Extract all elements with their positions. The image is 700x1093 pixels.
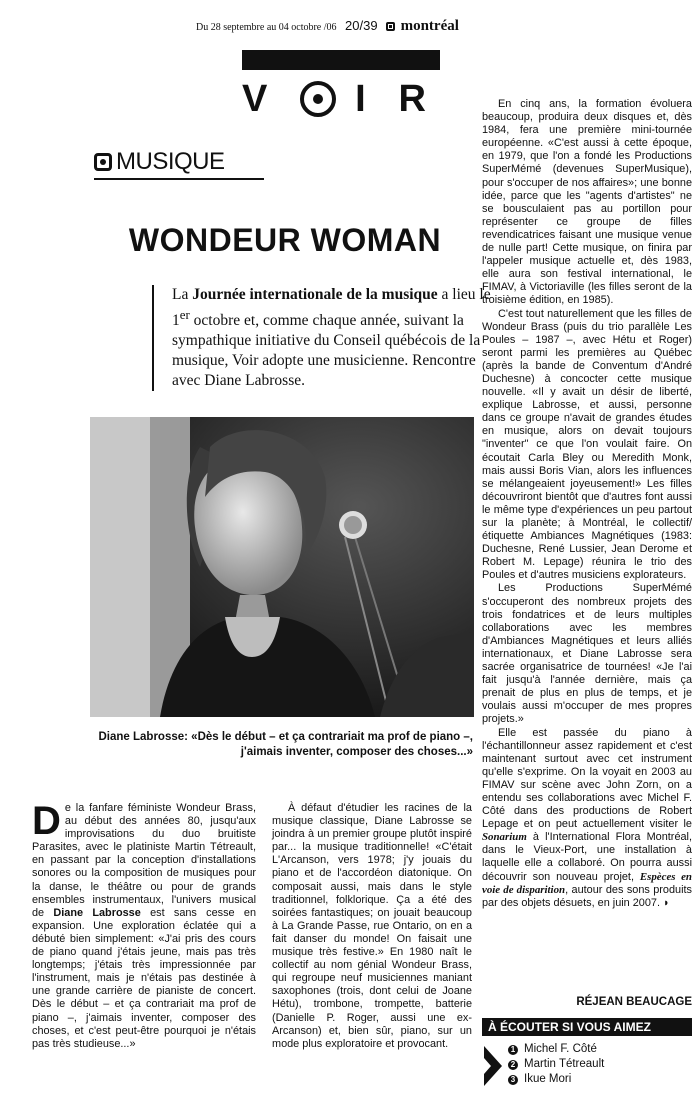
portrait-illustration — [90, 417, 474, 717]
article-column-1: De la fanfare féministe Wondeur Brass, au début des années 80, jusqu'aux improvisations du duo bruitiste Parasites, avec le platiniste Martin Tétreault, en passant par la conception d'installations sonores ou la composition de musiques pour la danse, le théâtre ou pour de grands ensembles instrumentaux, l'univers musical de Diane Labrosse est sans cesse en expansion. Une exploration éclatée qui a débuté bien simplement: «J'ai pris des cours de piano quand j'étais jeune, mais pas très longtemps; j'étais très impressionnée par l'instrument, mais je n'étais pas destinée à une grande carrière de pianiste de concert. Dès le début – et ça contrariait ma prof de piano –, j'aimais inventer, composer des choses, et c'est peut-être pourquoi je n'étais pas très studieuse...» — [32, 799, 257, 1050]
issue-dates: Du 28 septembre au 04 octobre /06 — [196, 22, 337, 33]
author-byline: RÉJEAN BEAUCAGE — [576, 996, 692, 1008]
article-column-3 — [482, 98, 692, 910]
col3-paragraph-4: Elle est passée du piano à l'échantillonneur assez rapidement et c'est maintenant surtout avec cet instrument qu'elle s'exprime. On la voyait en 2003 au FIMAV sur scène avec John Zorn, on a entendu ses collaborations avec Michel F. Côté dans des productions de Robert Lepage et on peut actuellement visiter le Sonarium à l'International Flora Montréal, dans le Vieux-Port, une installation à laquelle elle a collaboré. On pourra aussi découvrir son nouveau projet, Espèces en voie de disparition, autour des sons produits par des objets désuets, en juin 2007. ◗ — [482, 726, 692, 909]
section-heading — [94, 148, 264, 180]
photo-caption: Diane Labrosse: «Dès le début – et ça contrariait ma prof de piano –, j'aimais inventer, composer des choses...» — [98, 731, 473, 758]
section-label: MUSIQUE — [116, 148, 225, 175]
drop-cap: D — [32, 799, 61, 843]
col3-paragraph-2: C'est tout naturellement que les filles de Wondeur Brass (puis du trio parallèle Les Poules – 1987 –, avec Hétu et Roger) seront parmi les premières au Québec (après la bande de Conventum d'André Duchesne) à concocter cette musique nouvelle. «Il y avait un désir de liberté, explique Labrosse, et aussi, personne dans ce groupe n'avait de grandes études en musique, alors on devait toujours "inventer" ce que l'on voulait faire. On écoutait Carla Bley ou Meredith Monk, mais aussi Boris Vian, alors les influences se mélangeaient joyeusement!» Les filles découvriront bientôt que d'autres font aussi le même type d'expériences un peu partout sur la planète; à Montréal, le collectif/étiquette Ambiances Magnétiques (1983: Duchesne, René Lussier, Jean Derome et Robert M. Lepage) réunira le trio des Poules et d'autres musiciens explorateurs. — [482, 307, 692, 582]
artist-name: Diane Labrosse — [53, 906, 141, 919]
masthead-o-icon — [300, 81, 336, 117]
masthead-letter-i: I — [355, 77, 380, 120]
article-column-2: À défaut d'étudier les racines de la musique classique, Diane Labrosse se joindra à un premier groupe plutôt inspiré par... la musique traditionnelle! «C'était L'Arcanson, vers 1978; j'y jouais du piano et de l'accordéon diatonique. On composait aussi, mais dans le style traditionnel, folklorique. Ça a été des soirées fantastiques; on jouait beaucoup à La Grande Passe, rue Ontario, on en a fait danser du monde! On faisait une musique très festive.» En 1980 naît le collectif au nom génial Wondeur Brass, qui regroupe neuf musiciennes maniant saxophones (trois, dont celui de Joane Hétu), trombone, trompette, batterie (Danielle P. Roger, aussi une ex-Arcanson) et, bien sûr, piano, sur un mode plus exploratoire et provocant. — [272, 802, 472, 1050]
city-name: montréal — [400, 18, 459, 34]
article-lead: La Journée internationale de la musique a lieu le 1er octobre et, comme chaque année, suivant la sympathique initiative du Conseil québécois de la musique, Voir adopte une musicienne. Rencontre avec Diane Labrosse. — [152, 285, 492, 391]
listen-box — [484, 1042, 692, 1088]
page-number: 20/39 — [345, 18, 378, 33]
article-title: WONDEUR WOMAN — [128, 222, 442, 258]
masthead-letter-v: V — [242, 77, 282, 120]
col3-paragraph-1: En cinq ans, la formation évoluera beaucoup, produira deux disques et, dès 1984, fera une première mini-tournée européenne. «C'est aussi à cette époque, en 1979, que l'on a fondé les Productions SuperMémé (devenues SuperMusique), pour s'occuper de nos affaires»; une bonne idée, parce que les "agents d'artistes" ne se bousculaient pas au portillon pour représenter ce groupe de filles revendicatrices faisant une musique venue de nulle part! Cette musique, on finira par l'appeler musique actuelle et, dès 1983, elle aura son festival international, le FIMAV, à Victoriaville (les filles seront de la troisième édition, en 1985). — [482, 98, 692, 307]
masthead-bar — [242, 50, 440, 70]
masthead-letter-r: R — [398, 77, 440, 120]
arrow-icon — [484, 1046, 502, 1086]
col3-paragraph-3: Les Productions SuperMémé s'occuperont des nombreux projets des trois fondatrices et de leurs multiples collaborations avec les membres d'Ambiances Magnétiques et leurs alliés internationaux, et Diane Labrosse sera sacrée organisatrice de tournées! «Je l'ai fait jusqu'à l'année dernière, mais ça prenait de plus en plus de temps, et je voulais aussi m'occuper de mes propres projets.» — [482, 582, 692, 726]
section-logo-icon — [94, 153, 112, 171]
listen-item: 3 Ikue Mori — [508, 1072, 604, 1087]
page-header — [196, 18, 496, 35]
voir-logo-icon — [386, 22, 395, 31]
lead-bold: Journée internationale de la musique — [192, 286, 438, 303]
masthead-logo — [242, 78, 440, 120]
portrait-photo — [90, 417, 474, 717]
listen-item: 1 Michel F. Côté — [508, 1042, 604, 1057]
listen-heading: À ÉCOUTER SI VOUS AIMEZ — [482, 1018, 692, 1036]
listen-item: 2 Martin Tétreault — [508, 1057, 604, 1072]
